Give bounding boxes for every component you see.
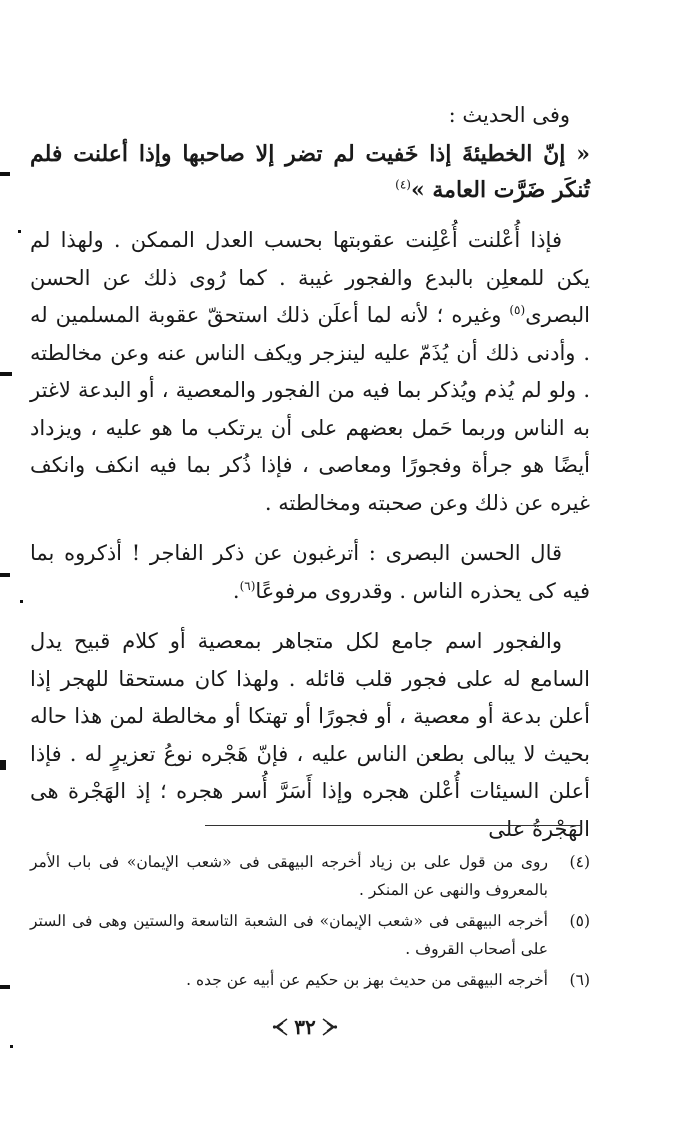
footnote-5 xyxy=(30,907,590,963)
footnote-text: روى من قول على بن زياد أخرجه البيهقى فى «شعب الإيمان» فى باب الأمر بالمعروف والنهى عن المنكر . xyxy=(30,853,548,899)
footnote-6 xyxy=(30,966,590,994)
intro-line: وفى الحديث : xyxy=(448,103,570,127)
scan-mark xyxy=(18,230,21,233)
scan-mark xyxy=(0,760,6,770)
footnote-4 xyxy=(30,848,590,904)
footnote-separator xyxy=(205,825,582,826)
footnote-ref-5: (٥) xyxy=(509,303,526,317)
left-ornament-icon xyxy=(272,1017,288,1037)
footnote-ref-4: (٤) xyxy=(395,177,411,192)
paragraph-2-text-a: قال الحسن البصرى : أترغبون عن ذكر الفاجر ! أذكروه بما فيه كى يحذره الناس . وقدروى مرفوعًا xyxy=(30,541,590,603)
scan-mark xyxy=(10,1045,13,1048)
footnote-text: أخرجه البيهقى فى «شعب الإيمان» فى الشعبة التاسعة والستين وهى فى الستر على أصحاب القروف . xyxy=(30,912,548,958)
hadith-quote xyxy=(30,136,590,208)
hadith-text: « إنّ الخطيئةَ إذا خَفيت لم تضر إلا صاحبها وإذا أعلنت فلم تُنكَر ضَرَّت العامة » xyxy=(30,141,590,203)
paragraph-2-text-b: . xyxy=(232,578,240,603)
paragraph-1-text-b: وغيره ؛ لأنه لما أعلَن ذلك استحقّ عقوبة المسلمين له . وأدنى ذلك أن يُذَمّ عليه لينزجر ويكف الناس عنه وعن مخالطته . ولو لم يُذم ويُذكر بما فيه من الفجور والمعصية ، أو البدعة لاغتر به الناس وربما حَمل بعضهم على أن يرتكب ما هو عليه ، ويزداد أيضًا هو جرأة وفجورًا ومعاصى ، فإذا ذُكر بما فيه انكف وانكف غيره عن ذلك وعن صحبته ومخالطته . xyxy=(30,303,590,515)
paragraph-2 xyxy=(30,535,590,610)
page-number: ٣٢ xyxy=(294,1015,316,1039)
main-text xyxy=(30,100,590,861)
footnote-ref-6: (٦) xyxy=(239,578,256,593)
scan-mark xyxy=(0,372,12,376)
paragraph-3-text-a: والفجور اسم جامع لكل متجاهر بمعصية أو كلام قبيح يدل السامع له على فجور قلب قائله . ولهذا كان مستحقا للهجر إذا أعلن بدعة أو معصية ، أو فجورًا أو تهتكا أو مخالطة لمن هذا حاله بحيث لا يبالى بطعن الناس عليه ، فإنّ هَجْره نوعُ تعزيرٍ له . فإذا أعلن السيئات أُعْلن هجره وإذا أَسَرَّ أُسر هجره ؛ إذ الهَجْرة هى الهَجْرةُ على xyxy=(30,629,590,841)
scan-mark xyxy=(20,600,23,603)
footnote-number: (٥) xyxy=(569,912,590,930)
footnote-number: (٦) xyxy=(569,971,590,989)
paragraph-3 xyxy=(30,623,590,848)
scan-mark xyxy=(0,172,10,176)
footnote-text: أخرجه البيهقى من حديث بهز بن حكيم عن أبيه عن جده . xyxy=(186,971,548,989)
paragraph-1-text-a: فإذا أُعْلنت أُعْلِنت عقوبتها بحسب العدل الممكن . ولهذا لم يكن للمعلِن بالبدع والفجور غيبة . كما رُوى ذلك عن الحسن البصرى xyxy=(30,228,590,327)
footnote-number: (٤) xyxy=(569,853,590,871)
scan-mark xyxy=(0,573,10,577)
scan-mark xyxy=(0,985,10,989)
footnotes xyxy=(30,848,590,997)
page-number-block xyxy=(260,1010,350,1044)
paragraph-1 xyxy=(30,222,590,522)
right-ornament-icon xyxy=(322,1017,338,1037)
